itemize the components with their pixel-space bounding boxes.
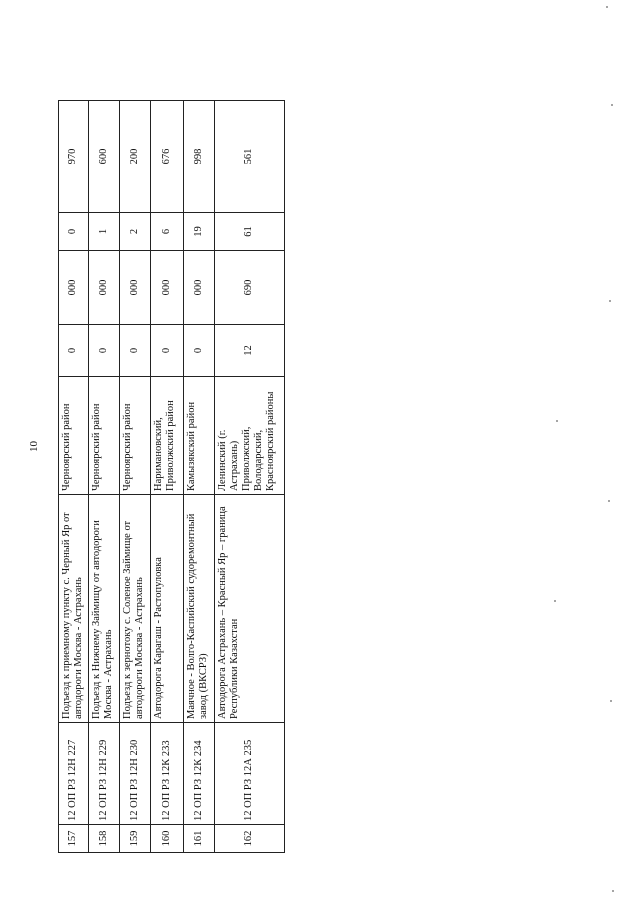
district: Черноярский район [89, 377, 120, 495]
district: Черноярский район [59, 377, 89, 495]
value-a: 0 [184, 325, 215, 377]
value-d: 561 [215, 101, 285, 213]
value-b: 000 [184, 251, 215, 325]
roads-table [58, 100, 285, 853]
road-code: 12 ОП РЗ 12К 234 [184, 723, 215, 825]
road-name: Маячное - Волго-Каспийский судоремонтный завод (ВКСРЗ) [184, 495, 215, 723]
value-b: 000 [151, 251, 184, 325]
page-number: 10 [28, 441, 40, 452]
value-c: 0 [59, 213, 89, 251]
row-number: 160 [151, 825, 184, 853]
value-a: 0 [89, 325, 120, 377]
value-a: 0 [59, 325, 89, 377]
row-number: 157 [59, 825, 89, 853]
road-name: Автодорога Астрахань – Красный Яр – граница Республики Казахстан [215, 495, 285, 723]
value-a: 0 [120, 325, 151, 377]
scan-speck [611, 104, 613, 106]
scan-speck [610, 700, 612, 702]
row-number: 161 [184, 825, 215, 853]
row-number: 159 [120, 825, 151, 853]
row-number: 158 [89, 825, 120, 853]
district: Камызякский район [184, 377, 215, 495]
table-row [120, 101, 151, 853]
table-row [215, 101, 285, 853]
scan-speck [609, 300, 611, 302]
road-name: Подъезд к Нижнему Займищу от автодороги Москва - Астрахань [89, 495, 120, 723]
value-d: 676 [151, 101, 184, 213]
value-b: 000 [89, 251, 120, 325]
scan-speck [612, 890, 614, 892]
value-a: 12 [215, 325, 285, 377]
road-name: Подъезд к зернотоку с. Соленое Займище от автодороги Москва - Астрахань [120, 495, 151, 723]
road-code: 12 ОП РЗ 12Н 227 [59, 723, 89, 825]
road-code: 12 ОП РЗ 12Н 229 [89, 723, 120, 825]
road-name: Подъезд к приемному пункту с. Черный Яр от автодороги Москва - Астрахань [59, 495, 89, 723]
scan-speck [608, 500, 610, 502]
value-b: 000 [120, 251, 151, 325]
road-code: 12 ОП РЗ 12Н 230 [120, 723, 151, 825]
value-c: 1 [89, 213, 120, 251]
district: Наримановский, Приволжский район [151, 377, 184, 495]
value-c: 2 [120, 213, 151, 251]
value-d: 200 [120, 101, 151, 213]
scan-speck [606, 6, 608, 8]
value-c: 61 [215, 213, 285, 251]
table-row [89, 101, 120, 853]
road-name: Автодорога Карагаш - Растопуловка [151, 495, 184, 723]
value-b: 690 [215, 251, 285, 325]
table-row [59, 101, 89, 853]
value-d: 970 [59, 101, 89, 213]
value-a: 0 [151, 325, 184, 377]
value-c: 6 [151, 213, 184, 251]
value-d: 600 [89, 101, 120, 213]
rotated-table-container [58, 101, 284, 853]
road-code: 12 ОП РЗ 12А 235 [215, 723, 285, 825]
value-b: 000 [59, 251, 89, 325]
value-c: 19 [184, 213, 215, 251]
table-row [184, 101, 215, 853]
table-row [151, 101, 184, 853]
district: Ленинский (г. Астрахань) Приволжский, Володарский, Красноярский районы [215, 377, 285, 495]
district: Черноярский район [120, 377, 151, 495]
road-code: 12 ОП РЗ 12К 233 [151, 723, 184, 825]
row-number: 162 [215, 825, 285, 853]
scan-speck [554, 600, 556, 602]
value-d: 998 [184, 101, 215, 213]
scan-speck [556, 420, 558, 422]
